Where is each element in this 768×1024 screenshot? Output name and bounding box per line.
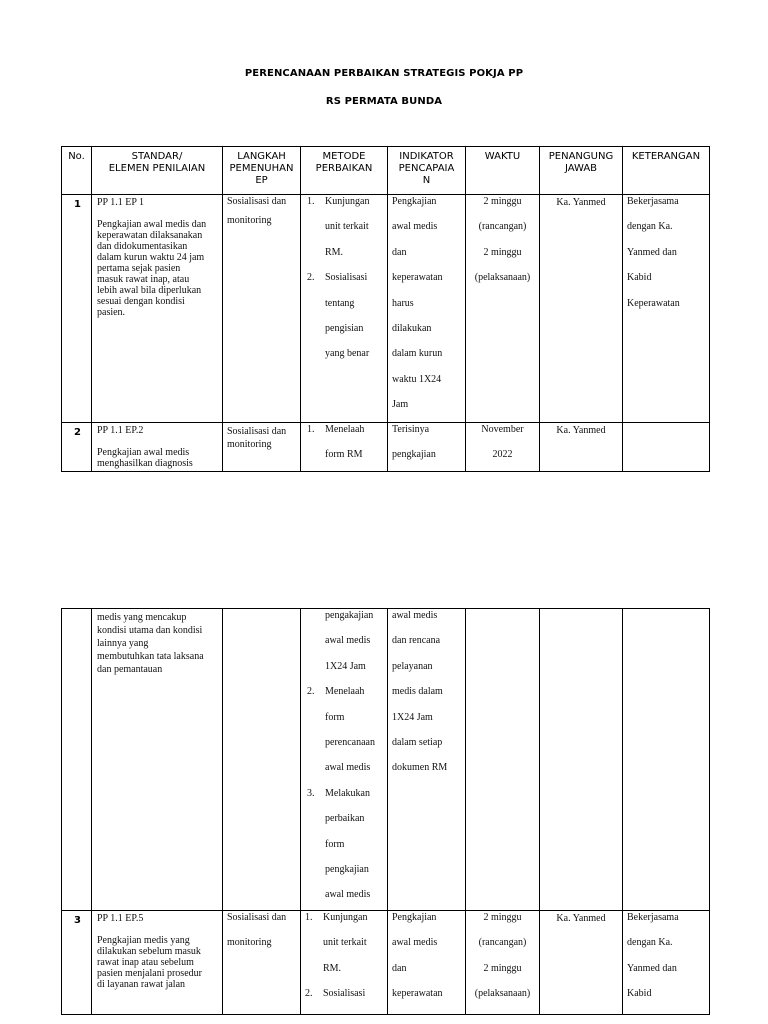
header-standar: STANDAR/ ELEMEN PENILAIAN [108, 151, 206, 174]
header-indikator-cell [388, 147, 466, 195]
row2-langkah-cell [223, 423, 301, 472]
header-penanggung: PENANGUNG JAWAB [548, 151, 614, 174]
row2-waktu: November 2022 [481, 424, 524, 461]
row3-waktu-cell [466, 911, 540, 1015]
row1-waktu-cell [466, 195, 540, 423]
header-metode: METODE PERBAIKAN [315, 151, 373, 174]
row2-standar-code: PP 1.1 EP.2 [97, 425, 144, 436]
row1-langkah-cell [223, 195, 301, 423]
row3-standar-cell [92, 911, 223, 1015]
header-no: No. [68, 151, 85, 162]
cont-penanggung-cell [540, 609, 623, 911]
row1-indikator: Pengkajian awal medis dan keperawatan harus dilakukan dalam kurun waktu 1X24 Jam [392, 196, 443, 411]
row3-standar-code: PP 1.1 EP.5 [97, 913, 144, 924]
cont-standar-cell [92, 609, 223, 911]
row3-keterangan: Bekerjasama dengan Ka. Yanmed dan Kabid [627, 912, 679, 1000]
row1-waktu: 2 minggu (rancangan) 2 minggu (pelaksanaan) [474, 196, 531, 284]
row1-penanggung: Ka. Yanmed [556, 197, 606, 208]
header-waktu: WAKTU [484, 151, 521, 162]
row1-standar: PP 1.1 EP 1 Pengkajian awal medis dan keperawatan dilaksanakan dan didokumentasikan dalam kurun waktu 24 jam pertama sejak pasien masuk rawat inap, atau lebih awal bila diperlukan sesuai dengan kondisi pasien. [97, 197, 221, 318]
header-penanggung-cell [540, 147, 623, 195]
row1-no-cell [62, 195, 92, 423]
row2-indikator: Terisinya pengkajian [392, 424, 436, 461]
row3-langkah: Sosialisasi dan monitoring [227, 912, 287, 949]
cont-standar: medis yang mencakup kondisi utama dan kondisi lainnya yang membutuhkan tata laksana dan pemantauan [97, 612, 204, 675]
row1-langkah: Sosialisasi dan monitoring [227, 196, 287, 226]
row1-standar-cell [92, 195, 223, 423]
row3-langkah-cell [223, 911, 301, 1015]
cont-waktu-cell [466, 609, 540, 911]
row1-indikator-cell [388, 195, 466, 423]
row2-indikator-cell [388, 423, 466, 472]
header-standar-cell [92, 147, 223, 195]
row3-metode: 1. Kunjungan unit terkait RM. 2. Sosialisasi [305, 912, 368, 1000]
cont-metode: pengakajian awal medis 1X24 Jam 2. Menelaah form perencanaan awal medis 3. Melakukan perbaikan form pengkajian awal medis [307, 610, 375, 901]
row3-indikator: Pengkajian awal medis dan keperawatan [392, 912, 443, 1000]
strategy-table [61, 146, 710, 472]
cont-langkah-cell [223, 609, 301, 911]
row1-no: 1 [74, 199, 81, 210]
header-metode-cell [301, 147, 388, 195]
header-no-cell [62, 147, 92, 195]
row2-no-cell [62, 423, 92, 472]
row1-metode: 1. Kunjungan unit terkait RM. 2. Sosialisasi tentang pengisian yang benar [307, 196, 370, 360]
row3-penanggung: Ka. Yanmed [556, 913, 606, 924]
row3-no: 3 [74, 915, 81, 926]
row3-keterangan-cell [623, 911, 710, 1015]
cont-metode-cell [301, 609, 388, 911]
row3-waktu: 2 minggu (rancangan) 2 minggu (pelaksanaan) [474, 912, 531, 1000]
row3-indikator-cell [388, 911, 466, 1015]
row2-penanggung: Ka. Yanmed [556, 425, 606, 436]
cont-indikator-cell [388, 609, 466, 911]
document-subtitle: RS PERMATA BUNDA [325, 96, 443, 107]
row2-langkah: Sosialisasi dan monitoring [227, 426, 287, 450]
row1-penanggung-cell [540, 195, 623, 423]
row3-no-cell [62, 911, 92, 1015]
row2-waktu-cell [466, 423, 540, 472]
row3-metode-cell [301, 911, 388, 1015]
row2-metode-cell [301, 423, 388, 472]
row2-standar: PP 1.1 EP.2 Pengkajian awal medis menghasilkan diagnosis [97, 425, 221, 469]
row2-no: 2 [74, 427, 81, 438]
row1-keterangan-cell [623, 195, 710, 423]
cont-keterangan-cell [623, 609, 710, 911]
cont-no-cell [62, 609, 92, 911]
header-langkah-cell [223, 147, 301, 195]
header-waktu-cell [466, 147, 540, 195]
cont-indikator: awal medis dan rencana pelayanan medis dalam 1X24 Jam dalam setiap dokumen RM [392, 610, 448, 774]
row2-penanggung-cell [540, 423, 623, 472]
header-langkah: LANGKAH PEMENUHAN EP [229, 151, 294, 186]
row2-metode: 1. Menelaah form RM [307, 424, 365, 461]
header-indikator: INDIKATOR PENCAPAIA N [398, 151, 455, 186]
row1-standar-code: PP 1.1 EP 1 [97, 197, 145, 208]
row1-metode-cell [301, 195, 388, 423]
header-keterangan-cell [623, 147, 710, 195]
strategy-table-continued [61, 608, 710, 1015]
header-keterangan: KETERANGAN [631, 151, 701, 162]
row1-keterangan: Bekerjasama dengan Ka. Yanmed dan Kabid Keperawatan [627, 196, 680, 309]
row3-penanggung-cell [540, 911, 623, 1015]
document-title: PERENCANAAN PERBAIKAN STRATEGIS POKJA PP [244, 68, 524, 79]
row2-keterangan-cell [623, 423, 710, 472]
row3-standar: PP 1.1 EP.5 Pengkajian medis yang dilakukan sebelum masuk rawat inap atau sebelum pasien menjalani prosedur di layanan rawat jalan [97, 913, 221, 990]
row2-standar-cell [92, 423, 223, 472]
